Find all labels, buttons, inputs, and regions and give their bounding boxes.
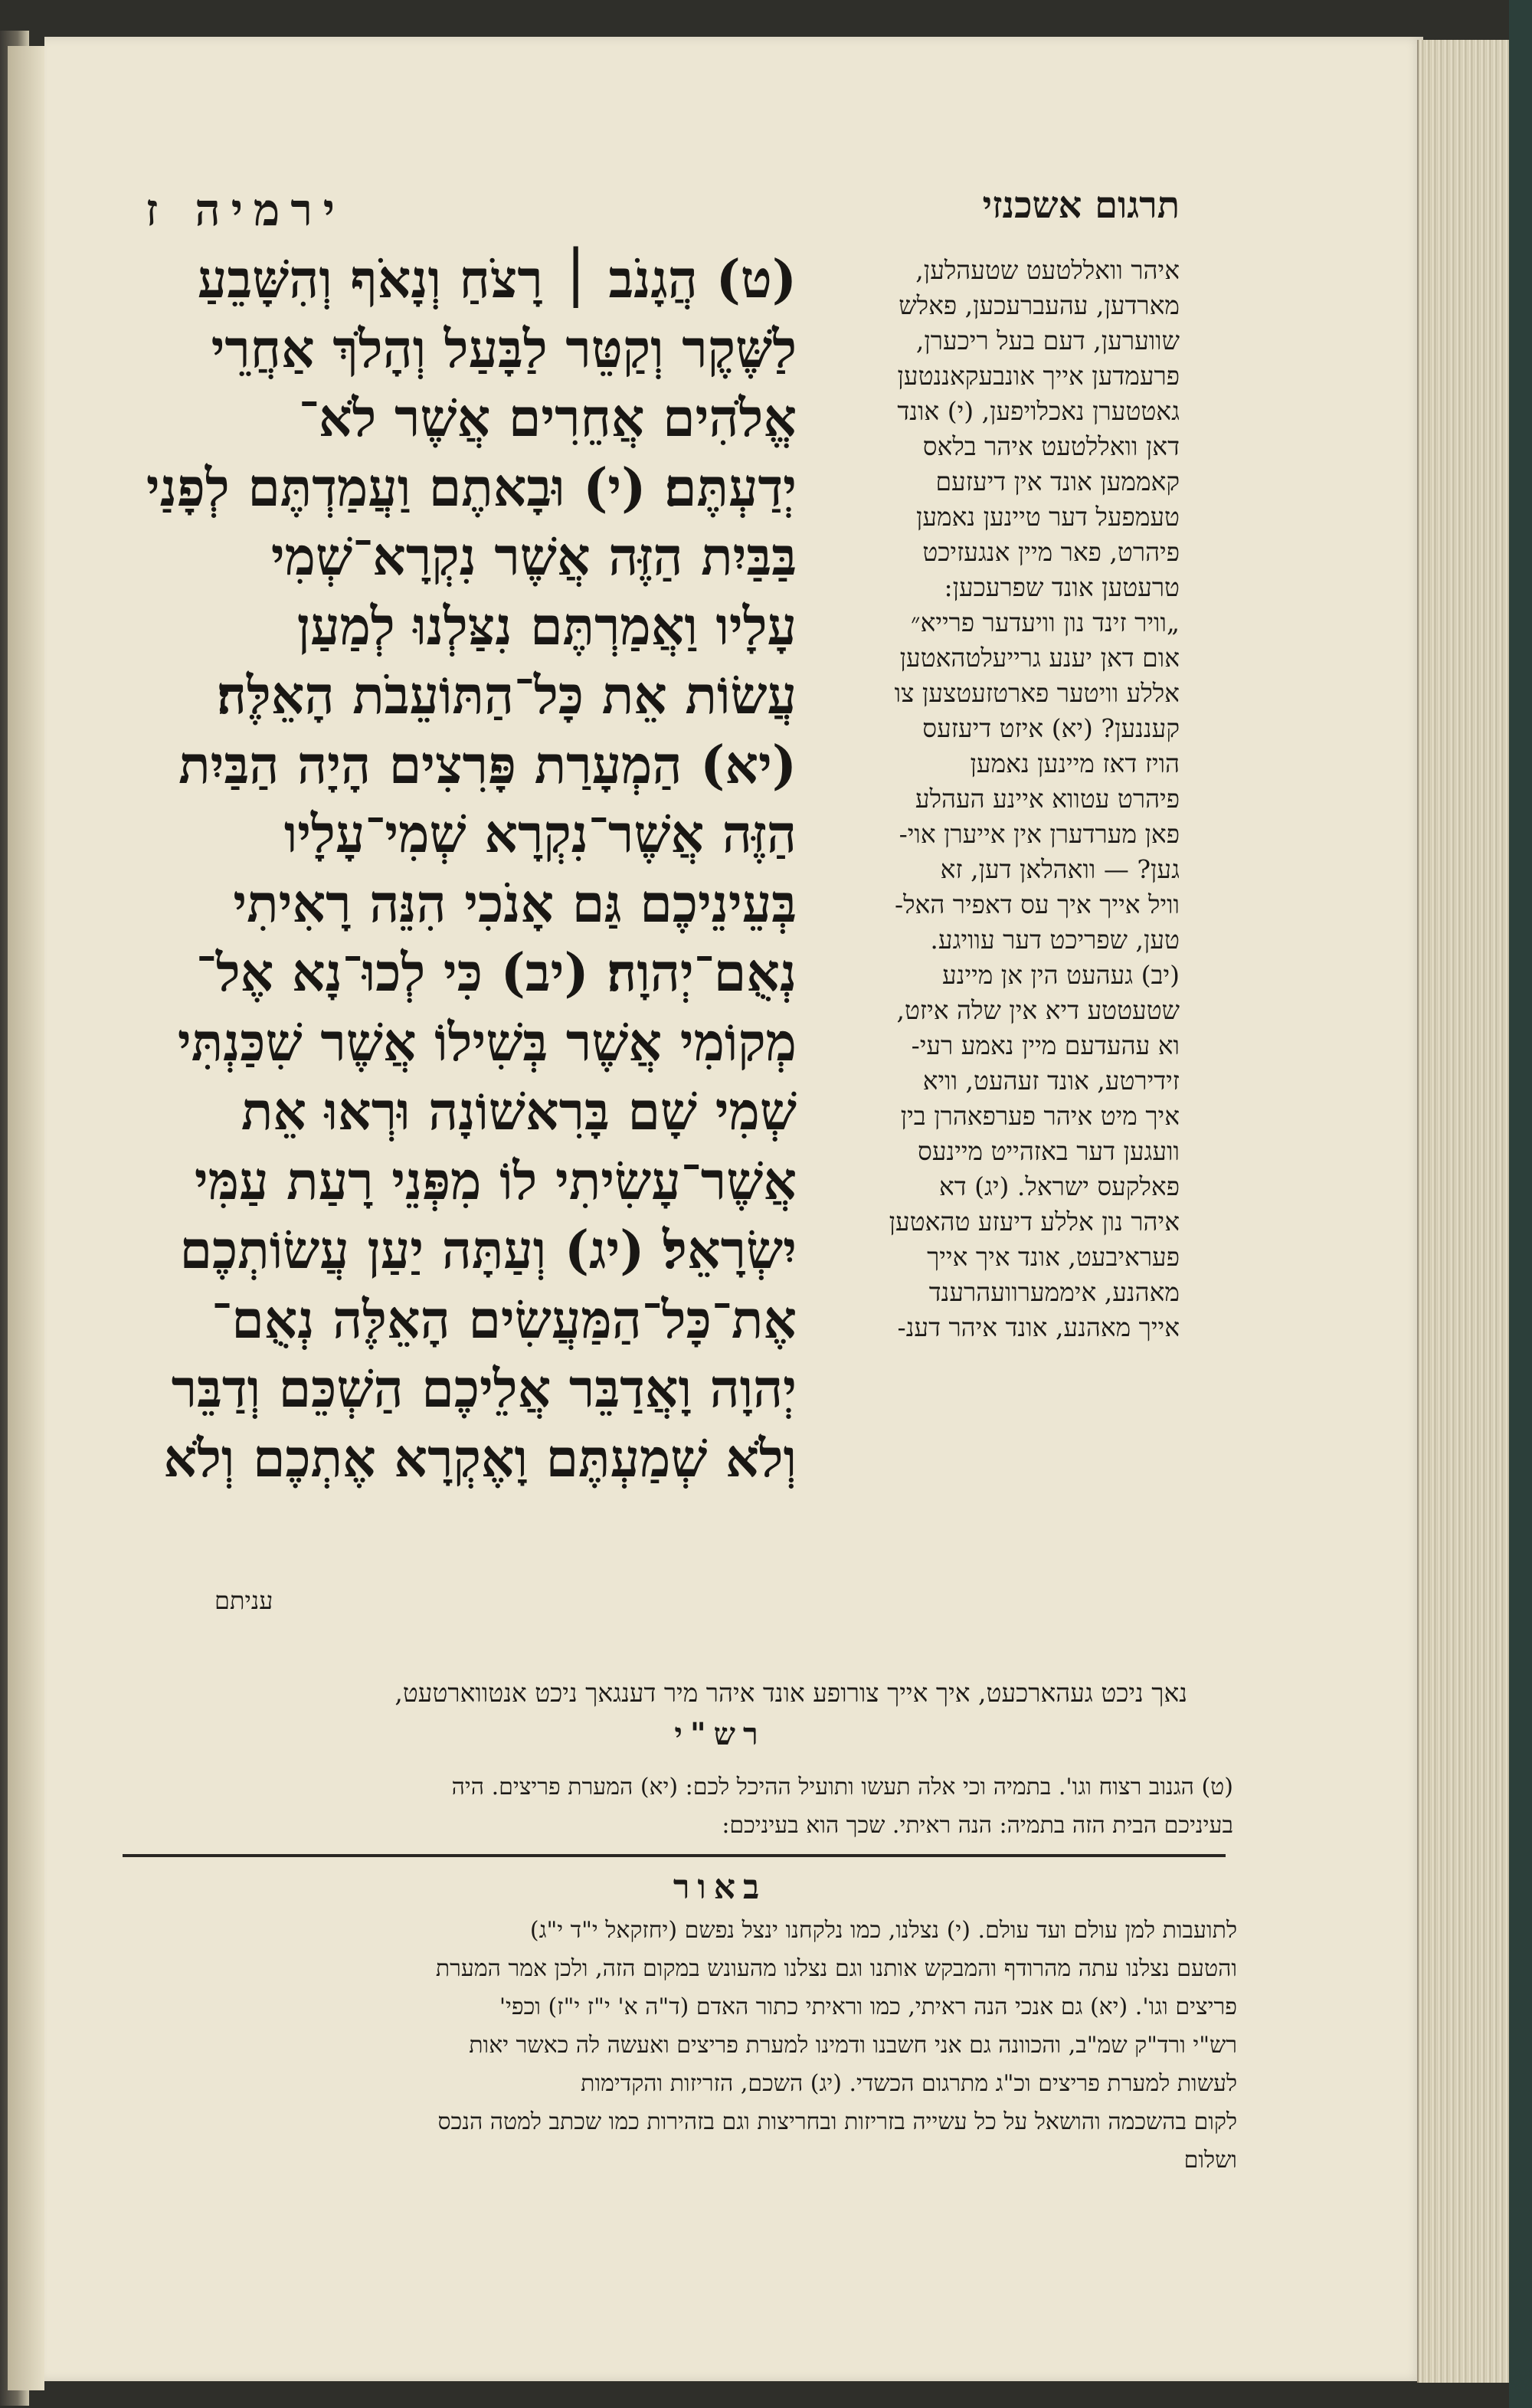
main-text-line: בְּעֵינֵיכֶם גַּם אָנֹכִי הִנֵּה רָאִיתִי [233,873,797,935]
running-head-book: ירמיה ז [146,184,346,236]
main-text-line: הַזֶּה אֲשֶׁר־נִקְרָא שְׁמִי־עָלָיו [283,804,797,865]
rashi-line: (ט) הגנוב רצוח וגו'. בתמיה וכי אלה תעשו ותועיל ההיכל לכם: (יא) המערת פריצים. היה [451,1774,1233,1800]
main-text-line: יְדַעְתֶּם׃ (י) וּבָאתֶם וַעֲמַדְתֶּם לְפָנַי [146,457,797,519]
translation-line: פעראיבעט, אונד איך אייך [927,1242,1180,1272]
main-text-line: אֲשֶׁר־עָשִׂיתִי לוֹ מִפְּנֵי רָעַת עַמִּי [194,1150,797,1212]
biur-line: לקום בהשכמה והושאל על כל עשייה בזריזות ובחריצות וגם בזהירות כמו שכתב למטה הנכס [437,2108,1237,2135]
translation-line: פיהרט, פאר מיין אנגעזיכט [922,537,1180,567]
biur-line: והטעם נצלנו עתה מהרודף והמבקש אותנו וגם נצלנו מהעונש במקום הזה, ולכן אמר המערת [435,1955,1237,1982]
running-head-translation: תרגום אשכנזי [982,184,1180,227]
translation-line: מאהנע, איממערוועהרענד [928,1277,1180,1307]
translation-line: טעמפעל דער טיינען נאמען [915,502,1180,532]
book-cover-right [1509,0,1532,2408]
translation-line: גען? — וואהלאן דען, זא [940,854,1180,884]
translation-line: אייך מאהנע, אונד איהר דענ- [897,1312,1180,1342]
biur-line: רש"י ורד"ק שמ"ב, והכוונה גם אני חשבנו ודמינו למערת פריצים ואעשה לה כאשר יאות [469,2032,1237,2059]
translation-line: פיהרט עטווא איינע העהלע [915,784,1180,814]
catchword: עניתם [214,1586,273,1615]
translation-line: איך מיט איהר פערפאהרן בין [900,1101,1180,1131]
translation-line: קאממען אונד אין דיעזעם [935,467,1180,496]
main-text-line: שְׁמִי שָׁם בָּרִאשׁוֹנָה וּרְאוּ אֵת [241,1081,797,1142]
biur-line: לעשות למערת פריצים וכ"ג מתרגום הכשדי. (יג) השכם, הזריזות והקדימות [581,2070,1237,2097]
main-text-line: (ט) הֲגָנֹב ׀ רָצֹחַ וְנָאֹף וְהִשָּׁבֵעַ [197,249,797,310]
hebrew-main-text [61,245,797,1493]
rashi-line: בעיניכם הבית הזה בתמיה: הנה ראיתי. שכך הוא בעיניכם: [722,1812,1233,1839]
main-text-line: (יא) הַמְעָרַת פָּרִצִים הָיָה הַבַּיִת [178,734,797,796]
translation-line: אללע וויטער פארטזעטצען צו [894,678,1180,708]
translation-line: שטעטטע דיא אין שלה איזט, [896,995,1180,1025]
translation-line: פאן מערדערן אין אייערן אוי- [899,819,1180,849]
translation-line: איהר וואללטעט שטעהלען, [915,255,1180,285]
biur-line: פריצים וגו'. (יא) גם אנכי הנה ראיתי, כמו וראיתי כתור האדם (ד"ה א' י"ז י"ז) וכפי' [499,1994,1237,2020]
translation-line: זידירטע, אונד זעהעט, וויא [922,1066,1180,1096]
main-text-line: לַשֶּׁקֶר וְקַטֵּר לַבָּעַל וְהָלֹךְ אַחֲרֵי [211,318,797,380]
translation-full-width-line: נאך ניכט געהארכעט, איך אייך צורופע אונד איהר מיר דענגאך ניכט אנטווארטעט, [394,1678,1187,1708]
translation-line: פרעמדען אייך אונבעקאננטען [897,361,1180,391]
translation-line: טרעטען אונד שפרעכען: [944,572,1180,602]
biur-line: ושלום [1183,2147,1237,2174]
rashi-commentary [107,1768,1233,1845]
translation-line: מארדען, עהעברעכען, פאלש [899,290,1180,320]
rashi-heading: רש"י [674,1716,766,1752]
page-gutter-shadow [8,46,44,2390]
translation-column [797,253,1180,1345]
translation-line: פאלקעס ישראל. (יג) דא [938,1171,1180,1201]
translation-line: וויל אייך איך עס דאפיר האל- [894,889,1180,919]
main-text-line: עֲשׂוֹת אֵת כָּל־הַתּוֹעֵבֹת הָאֵלֶּה׃ [216,665,797,726]
biur-heading: באור [673,1868,768,1907]
main-text-line: יִשְׂרָאֵל׃ (יג) וְעַתָּה יַעַן עֲשׂוֹתְכֶם [179,1220,797,1281]
main-text-line: בַּבַּיִת הַזֶּה אֲשֶׁר נִקְרָא־שְׁמִי [270,526,797,588]
biur-line: לתועבות למן עולם ועד עולם. (י) נצלנו, כמו נלקחנו ינצל נפשם (יחזקאל י"ד י"ג) [529,1917,1237,1944]
translation-line: קעננען? (יא) איזט דיעזעס [922,713,1180,743]
biur-commentary [111,1912,1237,2180]
translation-line: וועגען דער באזהייט מיינעס [918,1136,1180,1166]
section-divider [123,1854,1226,1857]
translation-line: גאטטערן נאכלויפען, (י) אונד [897,396,1180,426]
main-text-line: אֶת־כָּל־הַמַּעֲשִׂים הָאֵלֶּה נְאֻם־ [211,1289,797,1351]
main-text-line: יְהוָה וָאֲדַבֵּר אֲלֵיכֶם הַשְׁכֵּם וְדַבֵּר [171,1358,797,1420]
main-text-line: נְאֻם־יְהוָה׃ (יב) כִּי לְכוּ־נָא אֶל־ [195,942,797,1004]
translation-line: (יב) געהעט הין אן מיינע [942,960,1180,990]
main-text-line: וְלֹא שְׁמַעְתֶּם וָאֶקְרָא אֶתְכֶם וְלֹא [163,1427,797,1489]
translation-line: „וויר זינד נון וויעדער פרייא״ [911,608,1180,637]
main-text-line: אֱלֹהִים אֲחֵרִים אֲשֶׁר לֹא־ [298,388,797,449]
main-text-line: עָלָיו וַאֲמַרְתֶּם נִצַּלְנוּ לְמַעַן [296,595,797,657]
translation-line: איהר נון אללע דיעזע טהאטען [889,1207,1180,1237]
page-edges [1417,40,1511,2383]
translation-line: וא עהעדעם מיין נאמע רעי- [911,1030,1180,1060]
translation-line: אום דאן יענע גרייעלטהאטען [899,643,1180,673]
main-text-line: מְקוֹמִי אֲשֶׁר בְּשִׁילוֹ אֲשֶׁר שִׁכַּנְתִּי [177,1011,797,1073]
translation-line: שווערען, דעם בעל ריכערן, [915,326,1180,355]
translation-line: דאן וואללטעט איהר בלאס [922,431,1180,461]
translation-line: טען, שפריכט דער עוויגע. [930,925,1180,955]
translation-line: הויז דאז מיינען נאמען [970,749,1180,778]
